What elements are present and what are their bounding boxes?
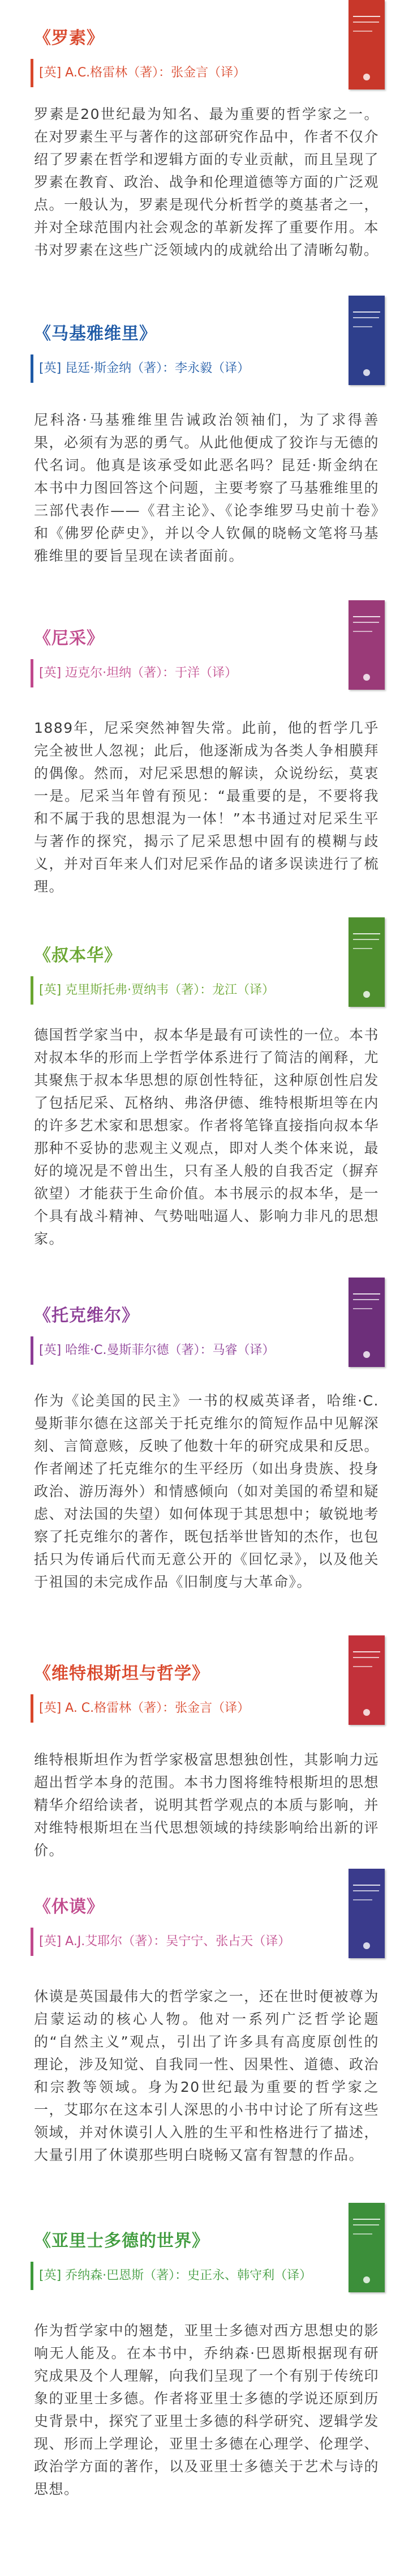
book-description: 维特根斯坦作为哲学家极富思想独创性，其影响力远超出哲学本身的范围。本书力图将维特根斯坦的思想精华介绍给读者，说明其哲学观点的本质与影响，并对维特根斯坦在当代思想领域的持续影响给出新的评价。 [34,1751,379,1859]
book-byline: [英] 昆廷·斯金纳（著）：李永毅（译） [31,354,347,383]
book-byline: [英] 乔纳森·巴恩斯（著）：史正永、韩守利（译） [31,2262,347,2290]
book-byline: [英] 哈维·C.曼斯菲尔德（著）：马睿（译） [31,1336,347,1365]
book-cover-image [349,0,385,89]
book-byline: [英] A.C.格雷林（著）：张金言（译） [31,59,347,87]
book-byline: [英] 迈克尔·坦纳（著）：于洋（译） [31,659,347,687]
entry-header [0,2203,413,2299]
book-entry-machiavelli [0,296,413,564]
entry-header [0,1869,413,1965]
entry-header [0,917,413,1014]
publisher-logo-icon [363,991,370,998]
book-cover-image [349,917,385,1007]
book-entry-hume [0,1869,413,2163]
book-cover-image [349,1869,385,1958]
book-title: 《叔本华》 [34,946,122,966]
book-byline: [英] 克里斯托弗·贾纳韦（著）：龙江（译） [31,976,347,1005]
book-cover-image [349,600,385,690]
book-cover-image [349,2203,385,2292]
book-cover-image [349,1635,385,1725]
book-description: 尼科洛·马基雅维里告诫政治领袖们，为了求得善果，必须有为恶的勇气。从此他便成了狡诈与无德的代名词。他真是该承受如此恶名吗？昆廷·斯金纳在本书中力图回答这个问题，主要考察了马基雅维里的三部代表作——《君主论》、《论李维罗马史前十卷》和《佛罗伦萨史》，并以令人钦佩的晓畅文笔将马基雅维里的要旨呈现在读者面前。 [34,412,379,564]
publisher-logo-icon [363,2276,370,2283]
book-title: 《尼采》 [34,629,104,648]
book-title: 《马基雅维里》 [34,324,157,344]
book-entry-tocqueville [0,1278,413,1590]
book-entry-wittgenstein [0,1635,413,1859]
book-title: 《罗素》 [34,28,104,48]
book-title: 《托克维尔》 [34,1306,139,1326]
entry-header [0,1635,413,1732]
book-byline: [英] A. C.格雷林（著）：张金言（译） [31,1694,347,1723]
book-description: 德国哲学家当中，叔本华是最有可读性的一位。本书对叔本华的形而上学哲学体系进行了简洁的阐释，尤其聚焦于叔本华思想的原创性特征，这种原创性启发了包括尼采、瓦格纳、弗洛伊德、维特根斯坦等在内的许多艺术家和思想家。作者将笔锋直接指向叔本华那种不妥协的悲观主义观点，即对人类个体来说，最好的境况是不曾出生，只有圣人般的自我否定（摒弃欲望）才能获于生命价值。本书展示的叔本华，是一个具有战斗精神、气势咄咄逼人、影响力非凡的思想家。 [34,1027,379,1247]
book-title: 《休谟》 [34,1897,104,1917]
publisher-logo-icon [363,1709,370,1716]
book-description: 休谟是英国最伟大的哲学家之一，还在世时便被尊为启蒙运动的核心人物。他对一系列广泛哲学论题的“自然主义”观点，引出了许多具有高度原创性的理论，涉及知觉、自我同一性、因果性、道德、政治和宗教等领域。身为20世纪最为重要的哲学家之一，艾耶尔在这本引人深思的小书中讨论了所有这些领域，并对休谟引人入胜的生平和性格进行了描述，大量引用了休谟那些明白晓畅又富有智慧的作品。 [34,1988,379,2163]
book-entry-russell [0,0,413,258]
book-entry-schopenhauer [0,917,413,1247]
book-cover-image [349,1278,385,1367]
book-title: 《维特根斯坦与哲学》 [34,1664,209,1684]
book-title: 《亚里士多德的世界》 [34,2231,209,2251]
book-entry-aristotle [0,2203,413,2497]
publisher-logo-icon [363,674,370,681]
book-entry-nietzsche [0,600,413,895]
publisher-logo-icon [363,74,370,80]
book-description: 作为《论美国的民主》一书的权威英译者，哈维·C.曼斯菲尔德在这部关于托克维尔的简短作品中见解深刻、言简意赅，反映了他数十年的研究成果和反思。作者阐述了托克维尔的生平经历（如出身贵族、投身政治、游历海外）和情感倾向（如对美国的希望和疑虑、对法国的失望）如何体现于其思想中；敏锐地考察了托克维尔的著作，既包括举世皆知的杰作，也包括只为传诵后代而无意公开的《回忆录》，以及他关于祖国的未完成作品《旧制度与大革命》。 [34,1392,379,1590]
entry-header [0,1278,413,1374]
publisher-logo-icon [363,1351,370,1358]
book-description: 罗素是20世纪最为知名、最为重要的哲学家之一。在对罗素生平与著作的这部研究作品中，作者不仅介绍了罗素在哲学和逻辑方面的专业贡献，而且呈现了罗素在教育、政治、战争和伦理道德等方面的广泛观点。一般认为，罗素是现代分析哲学的奠基者之一，并对全球范围内社会观念的革新发挥了重要作用。本书对罗素在这些广泛领域内的成就给出了清晰勾勒。 [34,106,379,258]
book-byline: [英] A.J.艾耶尔（著）：吴宁宁、张占天（译） [31,1928,347,1956]
entry-header [0,600,413,697]
book-description: 作为哲学家中的翘楚，亚里士多德对西方思想史的影响无人能及。在本书中，乔纳森·巴恩斯根据现有研究成果及个人理解，向我们呈现了一个有别于传统印象的亚里士多德。作者将亚里士多德的学说还原到历史背景中，探究了亚里士多德的科学研究、逻辑学发现、形而上学理论，亚里士多德在心理学、伦理学、政治学方面的著作，以及亚里士多德关于艺术与诗的思想。 [34,2322,379,2497]
publisher-logo-icon [363,369,370,376]
entry-header [0,0,413,96]
publisher-logo-icon [363,1942,370,1949]
entry-header [0,296,413,392]
book-description: 1889年，尼采突然神智失常。此前，他的哲学几乎完全被世人忽视；此后，他逐渐成为各类人争相膜拜的偶像。然而，对尼采思想的解读，众说纷纭，莫衷一是。尼采当年曾有预见：“最重要的是，不要将我和不属于我的思想混为一体！”本书通过对尼采生平与著作的探究，揭示了尼采思想中固有的模糊与歧义，并对百年来人们对尼采作品的诸多误读进行了梳理。 [34,720,379,895]
book-cover-image [349,296,385,385]
